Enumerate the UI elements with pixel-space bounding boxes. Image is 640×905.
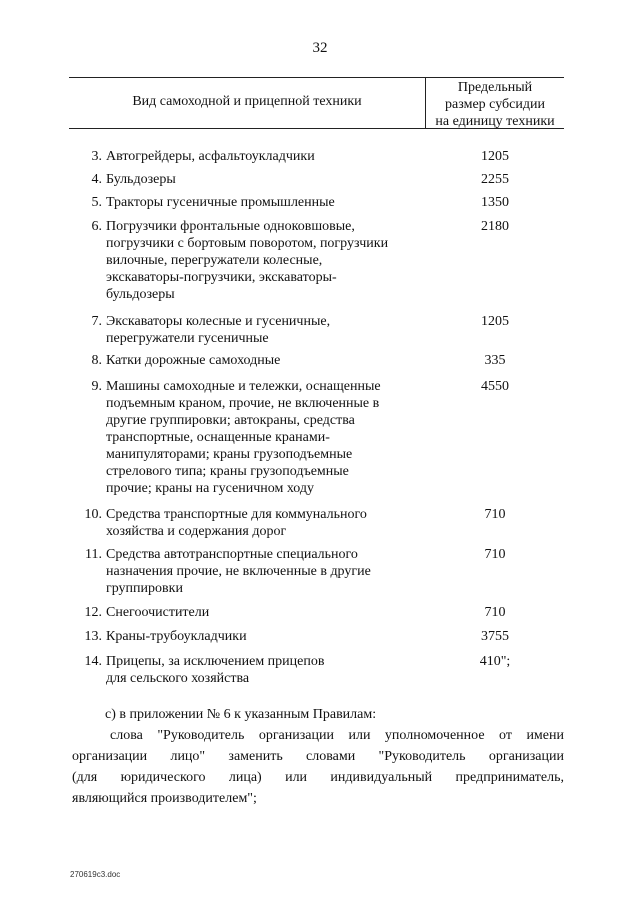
table-header-top-rule — [69, 77, 564, 78]
row-number: 13. — [84, 629, 102, 644]
row-equipment-type — [106, 148, 416, 165]
row-equipment-type — [106, 546, 416, 597]
row-equipment-type-line: перегружатели гусеничные — [106, 331, 269, 346]
row-subsidy-value: 1205 — [481, 149, 509, 164]
row-subsidy-value: 710 — [484, 547, 506, 562]
row-equipment-type-line: Бульдозеры — [106, 172, 176, 187]
row-equipment-type-line: погрузчики с бортовым поворотом, погрузчики — [106, 236, 389, 251]
row-equipment-type — [106, 378, 416, 497]
row-subsidy-value: 335 — [484, 353, 506, 368]
row-subsidy-value: 2180 — [481, 219, 509, 234]
table-header-subsidy-line: размер субсидии — [445, 97, 545, 112]
row-equipment-type — [106, 628, 416, 645]
row-equipment-type-line: другие группировки; автокраны, средства — [106, 413, 355, 428]
row-number: 8. — [91, 353, 102, 368]
row-number: 4. — [91, 172, 102, 187]
row-equipment-type-line: вилочные, перегружатели колесные, — [106, 253, 323, 268]
row-number: 5. — [91, 195, 102, 210]
row-equipment-type-line: Снегоочистители — [106, 605, 210, 620]
row-subsidy-value: 710 — [484, 507, 506, 522]
page-number: 32 — [312, 40, 328, 56]
row-number: 3. — [91, 149, 102, 164]
table-header-subsidy-line: Предельный — [457, 80, 533, 95]
row-subsidy-value: 1205 — [481, 314, 509, 329]
row-number: 10. — [84, 507, 102, 522]
paragraph-line: организации лицо" заменить словами "Руководитель организации — [72, 749, 564, 764]
row-equipment-type — [106, 604, 416, 621]
row-equipment-type — [106, 313, 416, 347]
row-equipment-type-line: Экскаваторы колесные и гусеничные, — [106, 314, 331, 329]
row-number: 7. — [91, 314, 102, 329]
row-equipment-type-line: Автогрейдеры, асфальтоукладчики — [106, 149, 315, 164]
row-equipment-type-line: Погрузчики фронтальные одноковшовые, — [106, 219, 355, 234]
row-number: 12. — [84, 605, 102, 620]
row-equipment-type — [106, 194, 416, 211]
paragraph-line: слова "Руководитель организации или уполномоченное от имени — [110, 728, 564, 743]
paragraph-c: с) в приложении № 6 к указанным Правилам: — [105, 707, 377, 722]
row-equipment-type-line: Прицепы, за исключением прицепов — [106, 654, 325, 669]
row-number: 11. — [85, 547, 102, 562]
row-equipment-type-line: Машины самоходные и тележки, оснащенные — [106, 379, 381, 394]
paragraph-slova — [72, 725, 564, 809]
row-equipment-type-line: Средства автотранспортные специального — [106, 547, 358, 562]
row-equipment-type-line: подъемным краном, прочие, не включенные в — [106, 396, 380, 411]
row-equipment-type — [106, 218, 416, 303]
footer-filename: 270619c3.doc — [70, 870, 121, 879]
row-equipment-type-line: Тракторы гусеничные промышленные — [106, 195, 335, 210]
row-equipment-type-line: хозяйства и содержания дорог — [106, 524, 287, 539]
row-equipment-type-line: Средства транспортные для коммунального — [106, 507, 367, 522]
row-equipment-type-line: бульдозеры — [106, 287, 175, 302]
table-header-subsidy — [426, 79, 564, 130]
row-equipment-type-line: группировки — [106, 581, 183, 596]
row-equipment-type-line: манипуляторами; краны грузоподъемные — [106, 447, 353, 462]
row-equipment-type-line: Катки дорожные самоходные — [106, 353, 281, 368]
row-subsidy-value: 710 — [484, 605, 506, 620]
row-equipment-type — [106, 506, 416, 540]
row-equipment-type-line: для сельского хозяйства — [106, 671, 250, 686]
row-equipment-type — [106, 171, 416, 188]
row-subsidy-value: 4550 — [481, 379, 509, 394]
row-equipment-type-line: экскаваторы-погрузчики, экскаваторы- — [106, 270, 337, 285]
table-header-subsidy-line: на единицу техники — [435, 114, 555, 129]
row-subsidy-value: 410"; — [479, 654, 511, 669]
row-equipment-type-line: прочие; краны на гусеничном ходу — [106, 481, 315, 496]
paragraph-line: (для юридического лица) или индивидуальный предприниматель, — [72, 770, 564, 785]
row-equipment-type — [106, 352, 416, 369]
row-equipment-type-line: стрелового типа; краны грузоподъемные — [106, 464, 349, 479]
row-equipment-type-line: транспортные, оснащенные кранами- — [106, 430, 330, 445]
row-subsidy-value: 3755 — [481, 629, 509, 644]
row-number: 9. — [91, 379, 102, 394]
table-header-type: Вид самоходной и прицепной техники — [132, 94, 362, 109]
row-equipment-type — [106, 653, 416, 687]
paragraph-line: являющийся производителем"; — [72, 791, 257, 806]
row-number: 14. — [84, 654, 102, 669]
row-subsidy-value: 2255 — [481, 172, 509, 187]
row-subsidy-value: 1350 — [481, 195, 509, 210]
row-equipment-type-line: Краны-трубоукладчики — [106, 629, 247, 644]
row-equipment-type-line: назначения прочие, не включенные в другие — [106, 564, 371, 579]
row-number: 6. — [91, 219, 102, 234]
